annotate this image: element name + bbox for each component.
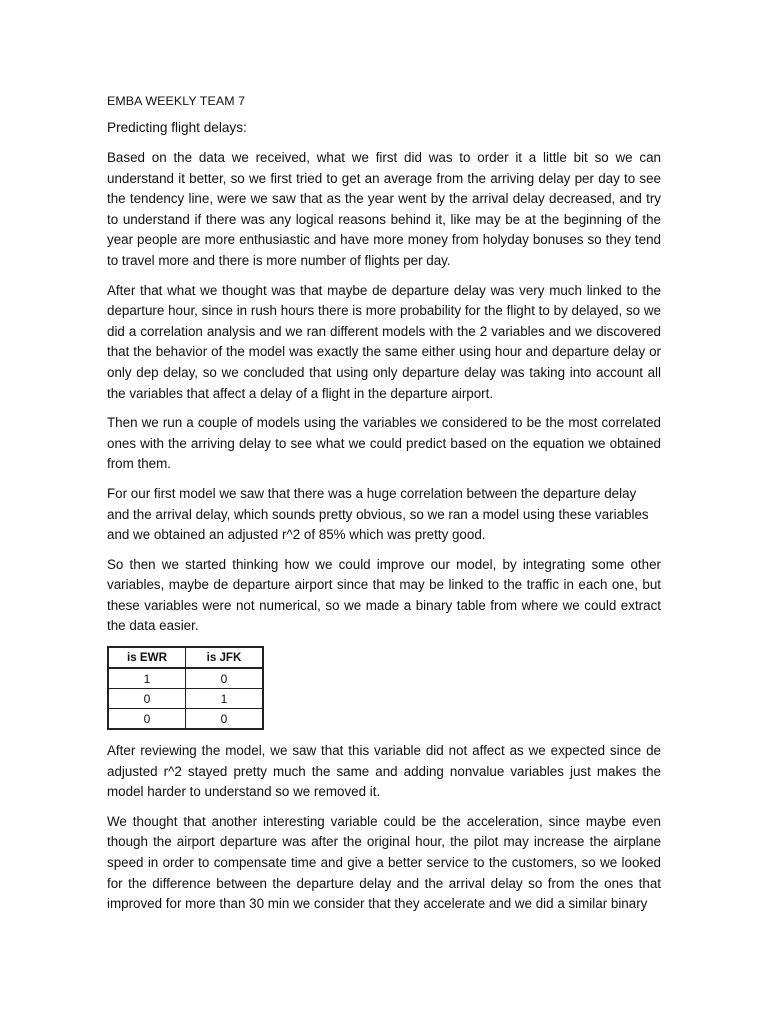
table-cell: 1: [186, 689, 264, 709]
document-subtitle: Predicting flight delays:: [107, 120, 247, 135]
paragraph-improve-model: So then we started thinking how we could improve our model, by integrating some other variables, maybe de departure airport since that may be linked to the traffic in each one, but these variables were not numerical, so we made a binary table from where we could extract the data easier.: [107, 556, 661, 634]
paragraph-acceleration: We thought that another interesting variable could be the acceleration, since maybe even though the airport departure was after the original hour, the pilot may increase the airplane speed in order to compensate time and give a better service to the customers, so we looked for the difference between the departure delay and the arrival delay so from the ones that improved for more than 30 min we consider that they accelerate and we did a similar binary: [107, 813, 661, 912]
table-cell: 0: [186, 709, 264, 730]
table-cell: 1: [108, 668, 186, 689]
table-cell: 0: [108, 709, 186, 730]
paragraph-first-model: For our first model we saw that there was a huge correlation between the departure delay and the arrival delay, which sounds pretty obvious, so we ran a model using these variables and we obtained an adjusted r^2 of 85% which was pretty good.: [107, 485, 649, 543]
table-cell: 0: [186, 668, 264, 689]
document-page: [107, 94, 661, 924]
paragraph-intro: Based on the data we received, what we first did was to order it a little bit so we can understand it better, so we first tried to get an average from the arriving delay per day to see the tendency line, were we saw that as the year went by the arrival delay decreased, and try to understand if there was any logical reasons behind it, like may be at the beginning of the year people are more enthusiastic and have more money from holyday bonuses so they tend to travel more and there is more number of flights per day.: [107, 150, 661, 268]
paragraph-departure-hour: After that what we thought was that maybe de departure delay was very much linked to the departure hour, since in rush hours there is more probability for the flight to by delayed, so we did a correlation analysis and we ran different models with the 2 variables and we discovered that the behavior of the model was exactly the same either using hour and departure delay or only dep delay, so we concluded that using only departure delay was taking into account all the variables that affect a delay of a flight in the departure airport.: [107, 282, 661, 401]
table-row: [108, 668, 263, 689]
table-row: [108, 709, 263, 730]
paragraph-review-model: After reviewing the model, we saw that this variable did not affect as we expected since de adjusted r^2 stayed pretty much the same and adding nonvalue variables just makes the model harder to understand so we removed it.: [107, 743, 661, 800]
document-title: EMBA WEEKLY TEAM 7: [107, 94, 246, 108]
table-header-row: [108, 647, 263, 668]
airport-binary-table: [107, 646, 264, 730]
table-row: [108, 689, 263, 709]
table-header-cell: is JFK: [186, 647, 264, 668]
table-header-cell: is EWR: [108, 647, 186, 668]
paragraph-models: Then we run a couple of models using the variables we considered to be the most correlated ones with the arriving delay to see what we could predict based on the equation we obtained from them.: [107, 415, 661, 472]
table-cell: 0: [108, 689, 186, 709]
